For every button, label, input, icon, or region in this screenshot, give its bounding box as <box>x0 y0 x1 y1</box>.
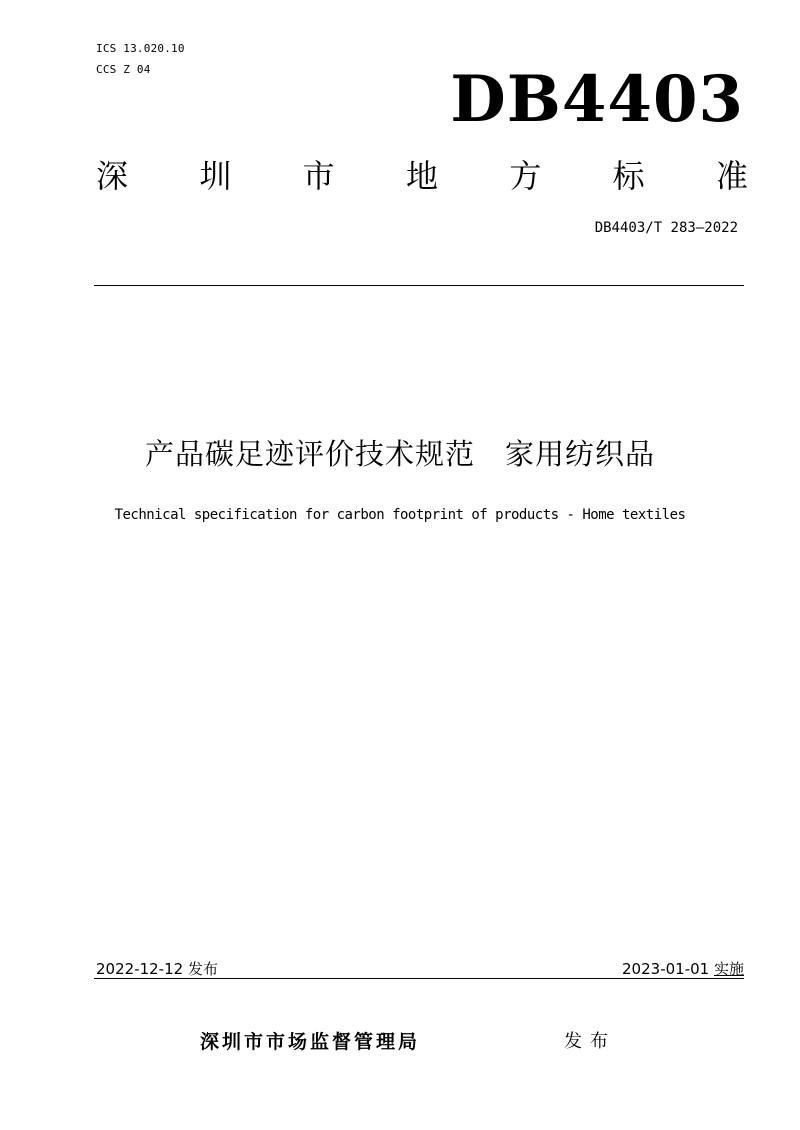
publish-label: 发布 <box>564 1031 616 1052</box>
standard-type-char: 深 <box>96 157 129 195</box>
title-english: Technical specification for carbon footprint of products - Home textiles <box>114 507 686 523</box>
standard-type-char: 市 <box>302 157 335 195</box>
standard-type-char: 方 <box>509 157 542 195</box>
implementation-date-value: 2023-01-01 <box>622 960 710 978</box>
header-divider <box>94 285 744 286</box>
standard-type-char: 标 <box>612 157 645 195</box>
issue-date: 2022-12-12 发布 <box>96 960 218 978</box>
title-chinese-sub: 家用纺织品 <box>505 437 656 471</box>
footer-divider <box>94 978 744 979</box>
ics-code: ICS 13.020.10 <box>96 42 185 55</box>
standard-type-char: 圳 <box>199 157 232 195</box>
standard-number: DB4403/T 283—2022 <box>594 220 738 236</box>
standard-type-char: 地 <box>405 157 438 195</box>
implementation-label: 实施 <box>713 960 744 978</box>
standard-type-char: 准 <box>715 157 748 195</box>
standard-type <box>96 152 748 200</box>
ccs-code: CCS Z 04 <box>96 63 151 76</box>
implementation-date <box>622 958 744 980</box>
title-chinese <box>0 432 800 476</box>
issuing-authority: 深圳市市场监督管理局 <box>200 1031 421 1053</box>
title-chinese-main: 产品碳足迹评价技术规范 <box>144 437 475 471</box>
db-code-logo: DB4403 <box>450 62 744 137</box>
